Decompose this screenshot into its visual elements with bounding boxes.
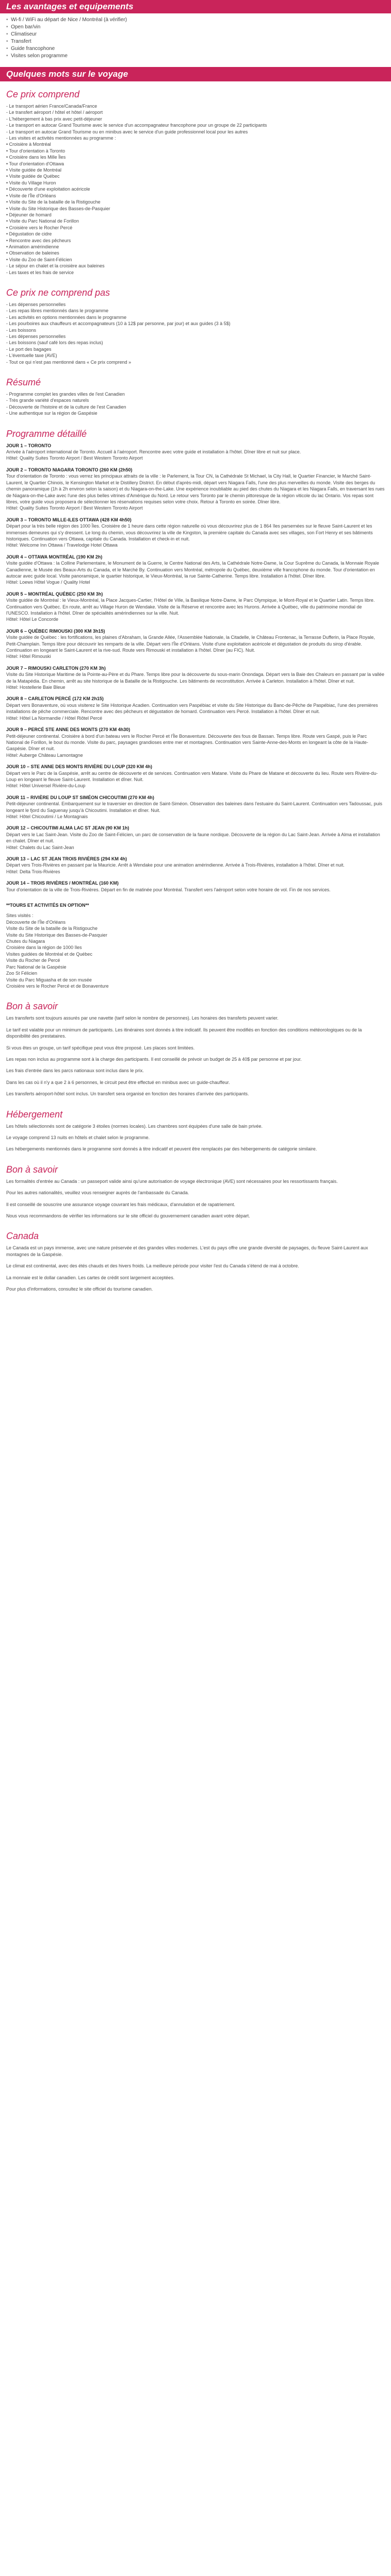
tips-paragraph: Le tarif est valable pour un minimum de participants. Les itinéraires sont donnés à titre indicatif. Ils peuvent être modifiés en fonction des conditions météorologiques ou de la disponibilité des prestataires.	[6, 1027, 362, 1039]
optional-item: Parc National de la Gaspésie	[6, 964, 67, 970]
excluded-item: - Les boissons (sauf café lors des repas inclus)	[6, 340, 103, 346]
excluded-item: - Les dépenses personnelles	[6, 301, 66, 307]
optional-item: Zoo St Félicien	[6, 971, 38, 976]
info-paragraph: Pour les autres nationalités, veuillez vous renseigner auprès de l'ambassade du Canada.	[6, 1190, 189, 1196]
day-title: JOUR 7 – RIMOUSKI CARLETON (270 KM 3h)	[6, 665, 106, 671]
program-day	[6, 554, 385, 586]
program-day	[6, 665, 385, 691]
day-title: JOUR 4 – OTTAWA MONTRÉAL (190 KM 2h)	[6, 554, 103, 560]
lodging-text	[6, 1123, 385, 1153]
summary-item: - Une authentique sur la région de Gaspésie	[6, 411, 97, 416]
included-item: • Tour d'orientation d'Ottawa	[6, 161, 64, 166]
optional-item: Chutes du Niagara	[6, 939, 45, 944]
program-day	[6, 517, 385, 549]
info-text	[6, 1178, 385, 1219]
program-day	[6, 794, 385, 820]
tips-paragraph: Les repas non inclus au programme sont à la charge des participants. Il est conseillé de prévoir un budget de 25 à 40$ par personne et par jour.	[6, 1056, 302, 1062]
day-title: JOUR 11 – RIVIÈRE DU LOUP ST SIMÉON CHICOUTIMI (270 KM 4h)	[6, 794, 154, 800]
advantage-item: • Visites selon programme	[6, 53, 385, 60]
day-hotel: Hôtel: Chalets du Lac Saint-Jean	[6, 844, 74, 850]
day-description: Départ vers le Lac Saint-Jean. Visite du Zoo de Saint-Félicien, un parc de conservation de la faune nordique. Découverte de la région du Lac Saint-Jean. Arrivée à Alma et installation en chalet. Dîner et nuit.	[6, 832, 380, 844]
included-item: - Le transport en autocar Grand Tourisme ou en minibus avec le service d'un guide professionnel local pour les autres	[6, 129, 248, 134]
day-hotel: Hôtel: Loews Hôtel Vogue / Quality Hotel	[6, 580, 90, 585]
day-title: JOUR 2 – TORONTO NIAGARA TORONTO (260 KM (2h50)	[6, 467, 133, 472]
program-title: Programme détaillé	[6, 428, 87, 439]
day-description: Visite guidée de Montréal : le Vieux-Montréal, la Place Jacques-Cartier, l'Hôtel de Ville, la Basilique Notre-Dame, le Parc Olympique, le Mont-Royal et le Quartier Latin. Temps libre. Continuation vers Québec. En route, arrêt au Village Huron de Wendake. Visite de la Réserve et rencontre avec les Hurons. Arrivée à Québec, ville du patrimoine mondial de l'UNESCO. Installation à l'hôtel. Dîner de spécialités amérindiennes sur la ville. Nuit.	[6, 598, 375, 616]
included-item: - Le transport en autocar Grand Tourisme avec le service d'un accompagnateur francophone pour un groupe de 22 participants	[6, 123, 267, 128]
advantage-item: • Open bar/vin	[6, 24, 385, 31]
included-item: • Rencontre avec des pêcheurs	[6, 238, 71, 243]
info-paragraph: Les formalités d'entrée au Canada : un passeport valide ainsi qu'une autorisation de voyage électronique (AVE) sont nécessaires pour les ressortissants français.	[6, 1178, 338, 1184]
included-item: • Visite du Site de la bataille de la Ristigouche	[6, 199, 101, 205]
day-description: Visite du Site Historique Maritime de la Pointe-au-Père et du Phare. Temps libre pour la découverte du sous-marin Onondaga. Départ vers la Baie des Chaleurs en passant par la vallée de la Matapédia. En chemin, arrêt au site historique de la Bataille de la Ristigouche. Les bâtiments de reconstitution. Arrivée à Carleton. Installation à l'hôtel. Dîner et nuit.	[6, 672, 385, 684]
included-item: • Déjeuner de homard	[6, 212, 52, 217]
optional-item: Visite du Site de la bataille de la Ristigouche	[6, 926, 97, 931]
lodging-paragraph: Le voyage comprend 13 nuits en hôtels et chalet selon le programme.	[6, 1134, 150, 1140]
summary-title: Résumé	[6, 377, 41, 388]
included-item: • Animation amérindienne	[6, 244, 59, 249]
day-hotel: Hôtel: Hôtel Rimouski	[6, 654, 51, 659]
lodging-paragraph: Les hôtels sélectionnés sont de catégorie 3 étoiles (normes locales). Les chambres sont équipées d'une salle de bain privée.	[6, 1123, 263, 1129]
day-description: Visite guidée d'Ottawa : la Colline Parlementaire, le Monument de la Guerre, le Centre National des Arts, la Cathédrale Notre-Dame, la Cour Suprême du Canada, la Monnaie Royale Canadienne, le Musée des Beaux-Arts du Canada, et le Marché By. Continuation vers Montréal, métropole du Québec, deuxième ville francophone du monde. Tour d'orientation en autocar avec guide local. Visite panoramique, le quartier historique, le Vieux-Montréal, la rue Sainte-Catherine. Temps libre. Installation à l'hôtel. Dîner libre.	[6, 561, 379, 579]
excluded-item: - Les boissons	[6, 327, 37, 333]
advantage-item: • Wi-fi / WiFi au départ de Nice / Montréal (à vérifier)	[6, 16, 385, 24]
program-day	[6, 880, 385, 893]
day-hotel: Hôtel: Quality Suites Toronto Airport / Best Western Toronto Airport	[6, 455, 143, 461]
day-description: Départ vers Trois-Rivières en passant par la Mauricie. Arrêt à Wendake pour une animation amérindienne. Arrivée à Trois-Rivières, installation à l'hôtel. Dîner et nuit.	[6, 862, 345, 868]
optional-item: Visite du Rocher de Percé	[6, 958, 60, 963]
included-item: • Visite du Village Huron	[6, 180, 56, 185]
tips-paragraph: Dans les cas où il n'y a que 2 à 6 personnes, le circuit peut être effectué en minibus avec un guide-chauffeur.	[6, 1079, 230, 1085]
excluded-item: - Tout ce qui n'est pas mentionné dans « Ce prix comprend »	[6, 359, 132, 365]
included-item: • Visite guidée de Québec	[6, 174, 60, 179]
included-item: • Visite du Site Historique des Basses-de-Pasquier	[6, 206, 110, 211]
tips-title: Bon à savoir	[6, 1001, 58, 1012]
program-day	[6, 628, 385, 660]
day-title: JOUR 6 – QUÉBEC RIMOUSKI (300 KM 3h15)	[6, 628, 105, 634]
excluded-item: - Les dépenses personnelles	[6, 334, 66, 339]
canada-text	[6, 1245, 385, 1292]
day-title: JOUR 5 – MONTRÉAL QUÉBEC (250 KM 3h)	[6, 591, 103, 597]
program-days	[6, 443, 385, 893]
program-day	[6, 856, 385, 875]
day-hotel: Hôtel: Hôtel Universel Rivière-du-Loup	[6, 783, 86, 789]
main-content	[0, 81, 391, 1302]
day-title: JOUR 9 – PERCÉ STE ANNE DES MONTS (270 KM 4h30)	[6, 727, 131, 733]
program-day	[6, 696, 385, 721]
excluded-item: - Les repas libres mentionnés dans le programme	[6, 308, 109, 314]
excluded-list	[6, 301, 385, 365]
tips-paragraph: Les transferts sont toujours assurés par une navette (tarif selon le nombre de personnes). Les horaires des transferts peuvent varier.	[6, 1015, 279, 1021]
day-hotel: Hôtel: Delta Trois-Rivières	[6, 869, 60, 874]
canada-paragraph: La monnaie est le dollar canadien. Les cartes de crédit sont largement acceptées.	[6, 1275, 175, 1280]
day-hotel: Hôtel: Hôtel Le Concorde	[6, 617, 59, 622]
included-title: Ce prix comprend	[6, 89, 80, 99]
summary-list	[6, 391, 385, 417]
program-day	[6, 825, 385, 851]
included-item: - Les visites et activités mentionnées au programme :	[6, 135, 116, 141]
program-day	[6, 467, 385, 512]
day-title: JOUR 12 – CHICOUTIMI ALMA LAC ST JEAN (90 KM 1h)	[6, 825, 129, 831]
day-description: Départ vers le Parc de la Gaspésie, arrêt au centre de découverte et de services. Continuation vers Matane. Visite du Phare de Matane et découverte du lieu. Route vers Rivière-du-Loup en longeant le fleuve Saint-Laurent. Installation et dîner. Nuit.	[6, 770, 378, 782]
included-item: - Le séjour en chalet et la croisière aux baleines	[6, 263, 105, 269]
included-item: • Découverte d'une exploitation acéricole	[6, 187, 90, 192]
day-description: Arrivée à l'aéroport international de Toronto. Accueil à l'aéroport. Rencontre avec votre guide et installation à l'hôtel. Dîner libre et nuit sur place.	[6, 449, 301, 455]
included-item: • Visite guidée de Montréal	[6, 167, 62, 173]
optional-item: Visite du Site Historique des Basses-de-Pasquier	[6, 932, 107, 938]
tips-text	[6, 1015, 385, 1097]
excluded-item: - Les pourboires aux chauffeurs et accompagnateurs (10 à 12$ par personne, par jour) et aux guides (3 à 5$)	[6, 321, 231, 327]
day-title: JOUR 1 – TORONTO	[6, 443, 52, 448]
canada-paragraph: Pour plus d'informations, consultez le site officiel du tourisme canadien.	[6, 1286, 153, 1292]
day-title: JOUR 3 – TORONTO MILLE-ILES OTTAWA (428 KM 4h50)	[6, 517, 132, 522]
excluded-item: - Les activités en options mentionnées dans le programme	[6, 314, 127, 320]
optional-intro: Sites visités :	[6, 913, 34, 919]
tips-paragraph: Les transferts aéroport-hôtel sont inclus. Un transfert sera organisé en fonction des horaires d'arrivée des participants.	[6, 1091, 249, 1097]
included-item: • Observation de baleines	[6, 250, 59, 256]
included-list	[6, 103, 385, 276]
day-description: Départ vers Bonaventure, où vous visiterez le Site Historique Acadien. Continuation vers Paspébiac et visite du Site Historique du Banc-de-Pêche de Paspébiac, l'une des premières installations de pêche commerciale. Rencontre avec des pêcheurs et dégustation de homard. Continuation vers Percé. Installation à l'hôtel. Dîner et nuit.	[6, 702, 378, 715]
optional-list	[6, 919, 385, 989]
day-hotel: Hôtel: Quality Suites Toronto Airport / Best Western Toronto Airport	[6, 505, 143, 511]
included-item: • Tour d'orientation à Toronto	[6, 148, 66, 154]
excluded-item: - Le port des bagages	[6, 346, 52, 352]
optional-item: Visite du Parc Miguasha et de son musée	[6, 977, 92, 982]
program-day	[6, 764, 385, 789]
tips-paragraph: Si vous êtes un groupe, un tarif spécifique peut vous être proposé. Les places sont limitées.	[6, 1045, 195, 1050]
lodging-title: Hébergement	[6, 1109, 63, 1120]
day-title: JOUR 14 – TROIS RIVIÈRES / MONTRÉAL (160 KM)	[6, 880, 119, 886]
advantages-banner: Les avantages et equipements	[0, 0, 391, 13]
optional-title: **TOURS ET ACTIVITÉS EN OPTION**	[6, 903, 89, 908]
day-hotel: Hôtel: Welcome Inn Ottawa / Travelodge Hotel Ottawa	[6, 543, 118, 548]
advantage-item: • Transfert	[6, 38, 385, 45]
included-item: • Croisière dans les Mille Îles	[6, 155, 66, 160]
day-description: Tour d'orientation de Toronto : vous verrez les principaux attraits de la ville : le Parlement, la Tour CN, la Cathédrale St Michael, la City Hall, le Quartier Financier, le Marché Saint-Laurent, le Quartier Chinois, le Kensington Market et le Distillery District. En début d'après-midi, départ vers Niagara Falls, l'une des plus merveilles du monde. Visite des berges du chemin panoramique (1h à 2h environ selon la saison) et du Niagara-on-the-Lake. Une expérience inoubliable au pied des chutes du Niagara et les Niagara Falls, en traversant les rues de Niagara-on-the-Lake avec l'une des plus belles vitrines d'Amérique du Nord. Le retour vers Toronto par le chemin pittoresque de la région viticole du lac Ontario. Vos repas sont libres, votre guide vous proposera de sélectionner les réservations requises selon votre choix. Retour à Toronto en soirée. Dîner libre.	[6, 473, 385, 504]
summary-item: - Programme complet les grandes villes de l'est Canadien	[6, 392, 125, 397]
summary-item: - Découverte de l'histoire et de la culture de l'est Canadien	[6, 404, 126, 410]
day-title: JOUR 8 – CARLETON PERCÉ (172 KM 2h15)	[6, 696, 104, 702]
day-hotel: Hôtel: Auberge Château Lamontagne	[6, 752, 83, 758]
day-title: JOUR 10 – STE ANNE DES MONTS RIVIÈRE DU LOUP (320 KM 4h)	[6, 764, 153, 770]
included-item: - L'hébergement à bas prix avec petit-déjeuner	[6, 116, 102, 122]
included-item: • Croisière à Montréal	[6, 142, 51, 147]
program-day	[6, 726, 385, 758]
tips-paragraph: Les frais d'entrée dans les parcs nationaux sont inclus dans le prix.	[6, 1068, 144, 1074]
optional-item: Croisière dans la région de 1000 îles	[6, 945, 82, 951]
advantage-item: • Climatiseur	[6, 31, 385, 38]
info-paragraph: Il est conseillé de souscrire une assurance voyage couvrant les frais médicaux, d'annulation et de rapatriement.	[6, 1201, 235, 1207]
included-item: • Visite du Zoo de Saint-Félicien	[6, 257, 72, 262]
canada-paragraph: Le Canada est un pays immense, avec une nature préservée et des grandes villes modernes. L'est du pays offre une grande diversité de paysages, du fleuve Saint-Laurent aux montagnes de la Gaspésie.	[6, 1245, 368, 1257]
info-paragraph: Nous vous recommandons de vérifier les informations sur le site officiel du gouvernement canadien avant votre départ.	[6, 1213, 250, 1218]
excluded-item: - L'éventuelle taxe (AVE)	[6, 353, 57, 359]
optional-item: Visites guidées de Montréal et de Québec	[6, 951, 92, 957]
included-item: - Les taxes et les frais de service	[6, 269, 74, 275]
day-hotel: Hôtel: Hostellerie Baie Bleue	[6, 685, 66, 690]
day-description: Petit-déjeuner continental. Croisière à bord d'un bateau vers le Rocher Percé et l'Île Bonaventure. Découverte des fous de Bassan. Temps libre. Route vers Gaspé, puis le Parc National de Forillon, le bout du monde. Visite du parc, paysages grandioses entre mer et montagnes. Continuation vers Sainte-Anne-des-Monts en longeant la côte de la Haute-Gaspésie. Dîner et nuit.	[6, 733, 368, 752]
included-item: • Dégustation de cidre	[6, 231, 52, 237]
lodging-paragraph: Les hébergements mentionnés dans le programme sont donnés à titre indicatif et peuvent être remplacés par des hébergements de catégorie similaire.	[6, 1146, 317, 1152]
summary-item: - Très grande variété d'espaces naturels	[6, 398, 89, 403]
included-item: - Le transfert aéroport / hôtel et hôtel / aéroport	[6, 110, 103, 115]
excluded-title: Ce prix ne comprend pas	[6, 287, 110, 298]
day-description: Petit-déjeuner continental. Embarquement sur le traversier en direction de Saint-Siméon. Observation des baleines dans l'estuaire du Saint-Laurent. Continuation vers Tadoussac, puis longeant le fjord du Saguenay jusqu'à Chicoutimi. Installation et dîner. Nuit.	[6, 801, 382, 813]
included-item: • Visite du Parc National de Forillon	[6, 218, 79, 224]
day-description: Tour d'orientation de la ville de Trois-Rivières. Départ en fin de matinée pour Montréal. Transfert vers l'aéroport selon votre horaire de vol. Fin de nos services.	[6, 887, 331, 892]
included-item: • Croisière vers le Rocher Percé	[6, 225, 73, 230]
program-day	[6, 443, 385, 462]
day-hotel: Hôtel: Hôtel La Normandie / Hôtel Riôtel Percé	[6, 715, 103, 721]
day-description: Départ pour la très belle région des 1000 Îles. Croisière de 1 heure dans cette région naturelle où vous découvrirez plus de 1 864 îles parsemées sur le fleuve Saint-Laurent et les immenses demeures qui s'y dressent. Le long du chemin, vous découvrirez la ville de Kingston, la première capitale du Canada avec ses villages, son Fort Henry et ses bâtiments historiques. Continuation vers Ottawa, capitale du Canada. Installation et check-in et nuit.	[6, 523, 373, 541]
advantage-item: • Guide francophone	[6, 45, 385, 53]
program-day	[6, 591, 385, 623]
day-hotel: Hôtel: Hôtel Chicoutimi / Le Montagnais	[6, 814, 88, 819]
day-title: JOUR 13 – LAC ST JEAN TROIS RIVIÈRES (294 KM 4h)	[6, 856, 127, 861]
canada-paragraph: Le climat est continental, avec des étés chauds et des hivers froids. La meilleure période pour visiter l'est du Canada s'étend de mai à octobre.	[6, 1263, 299, 1269]
optional-item: Croisière vers le Rocher Percé et de Bonaventure	[6, 983, 109, 989]
canada-title: Canada	[6, 1231, 39, 1242]
included-item: • Visite de l'Île d'Orléans	[6, 193, 56, 198]
day-description: Visite guidée de Québec : les fortifications, les plaines d'Abraham, la Grande Allée, l'Assemblée Nationale, la Citadelle, le Château Frontenac, la Terrasse Dufferin, la Place Royale, Petit-Champlain. Temps libre pour découvrir les remparts de la ville. Départ vers l'Île d'Orléans. Visite d'une exploitation acéricole et dégustation de produits du sirop d'érable. Continuation en longeant le Saint-Laurent et la rive-sud. Route vers Rimouski et installation à l'hôtel. Dîner (au FIC). Nuit.	[6, 635, 375, 653]
included-item: - Le transport aérien France/Canada/France	[6, 104, 97, 109]
optional-item: Découverte de l'Île d'Orléans	[6, 919, 66, 925]
trip-overview-banner: Quelques mots sur le voyage	[0, 67, 391, 81]
advantages-list	[0, 13, 391, 65]
info-title: Bon à savoir	[6, 1164, 58, 1175]
